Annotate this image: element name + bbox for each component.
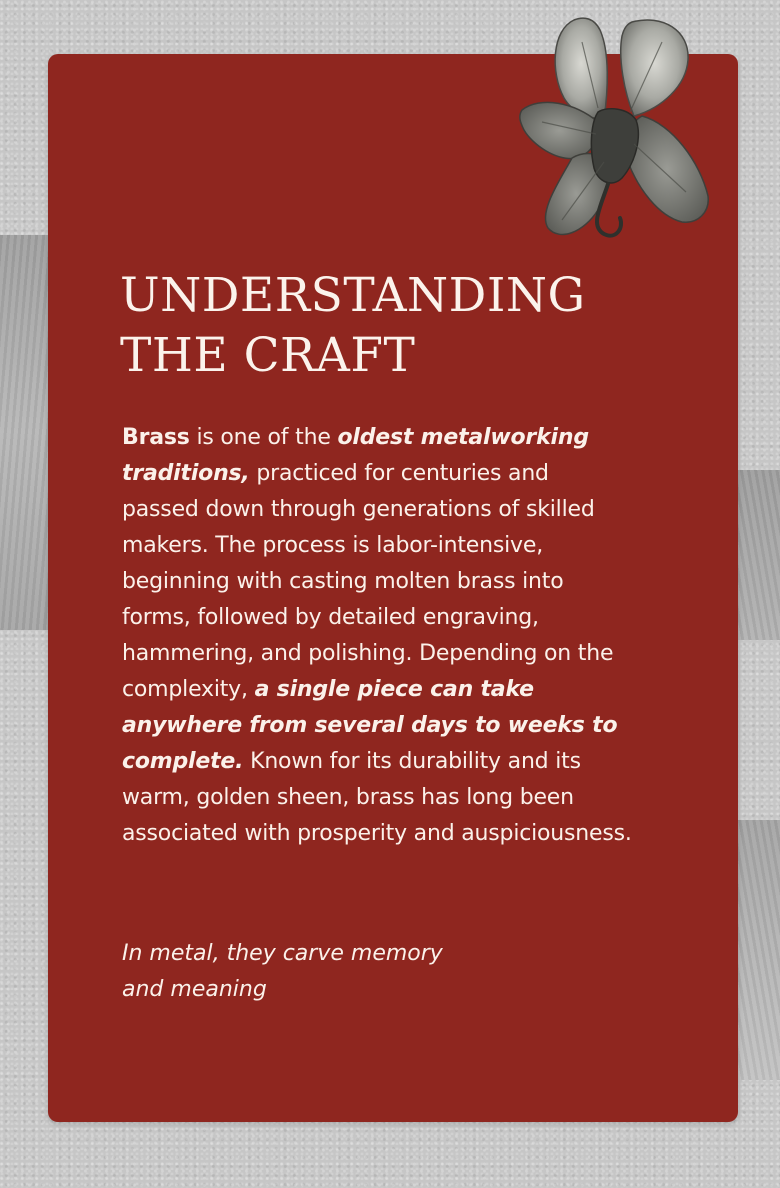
body-text-3: Known for its durability and its warm, golden sheen, brass has long been associated with prosperity and auspiciousness. (122, 749, 632, 846)
body-emphasis-duration: a single piece can take anywhere from several days to weeks to complete. (122, 677, 618, 774)
body-text-1: is one of the (189, 425, 338, 450)
body-emphasis-traditions: oldest metalworking traditions, (122, 425, 589, 486)
title-line-2: THE CRAFT (120, 328, 416, 383)
tagline-line-2: and meaning (122, 977, 267, 1002)
title-line-1: UNDERSTANDING (120, 268, 586, 323)
body-text-2: practiced for centuries and passed down through generations of skilled makers. The process is labor-intensive, beginning with casting molten brass into forms, followed by detailed engraving, hammering, and polishing. Depending on the complexity, (122, 461, 614, 702)
tagline-line-1: In metal, they carve memory (122, 941, 443, 966)
tagline (122, 936, 542, 1008)
page-title (120, 266, 640, 386)
pressed-flower-icon (512, 12, 717, 244)
body-keyword-brass: Brass (122, 425, 190, 450)
body-paragraph (122, 420, 632, 852)
